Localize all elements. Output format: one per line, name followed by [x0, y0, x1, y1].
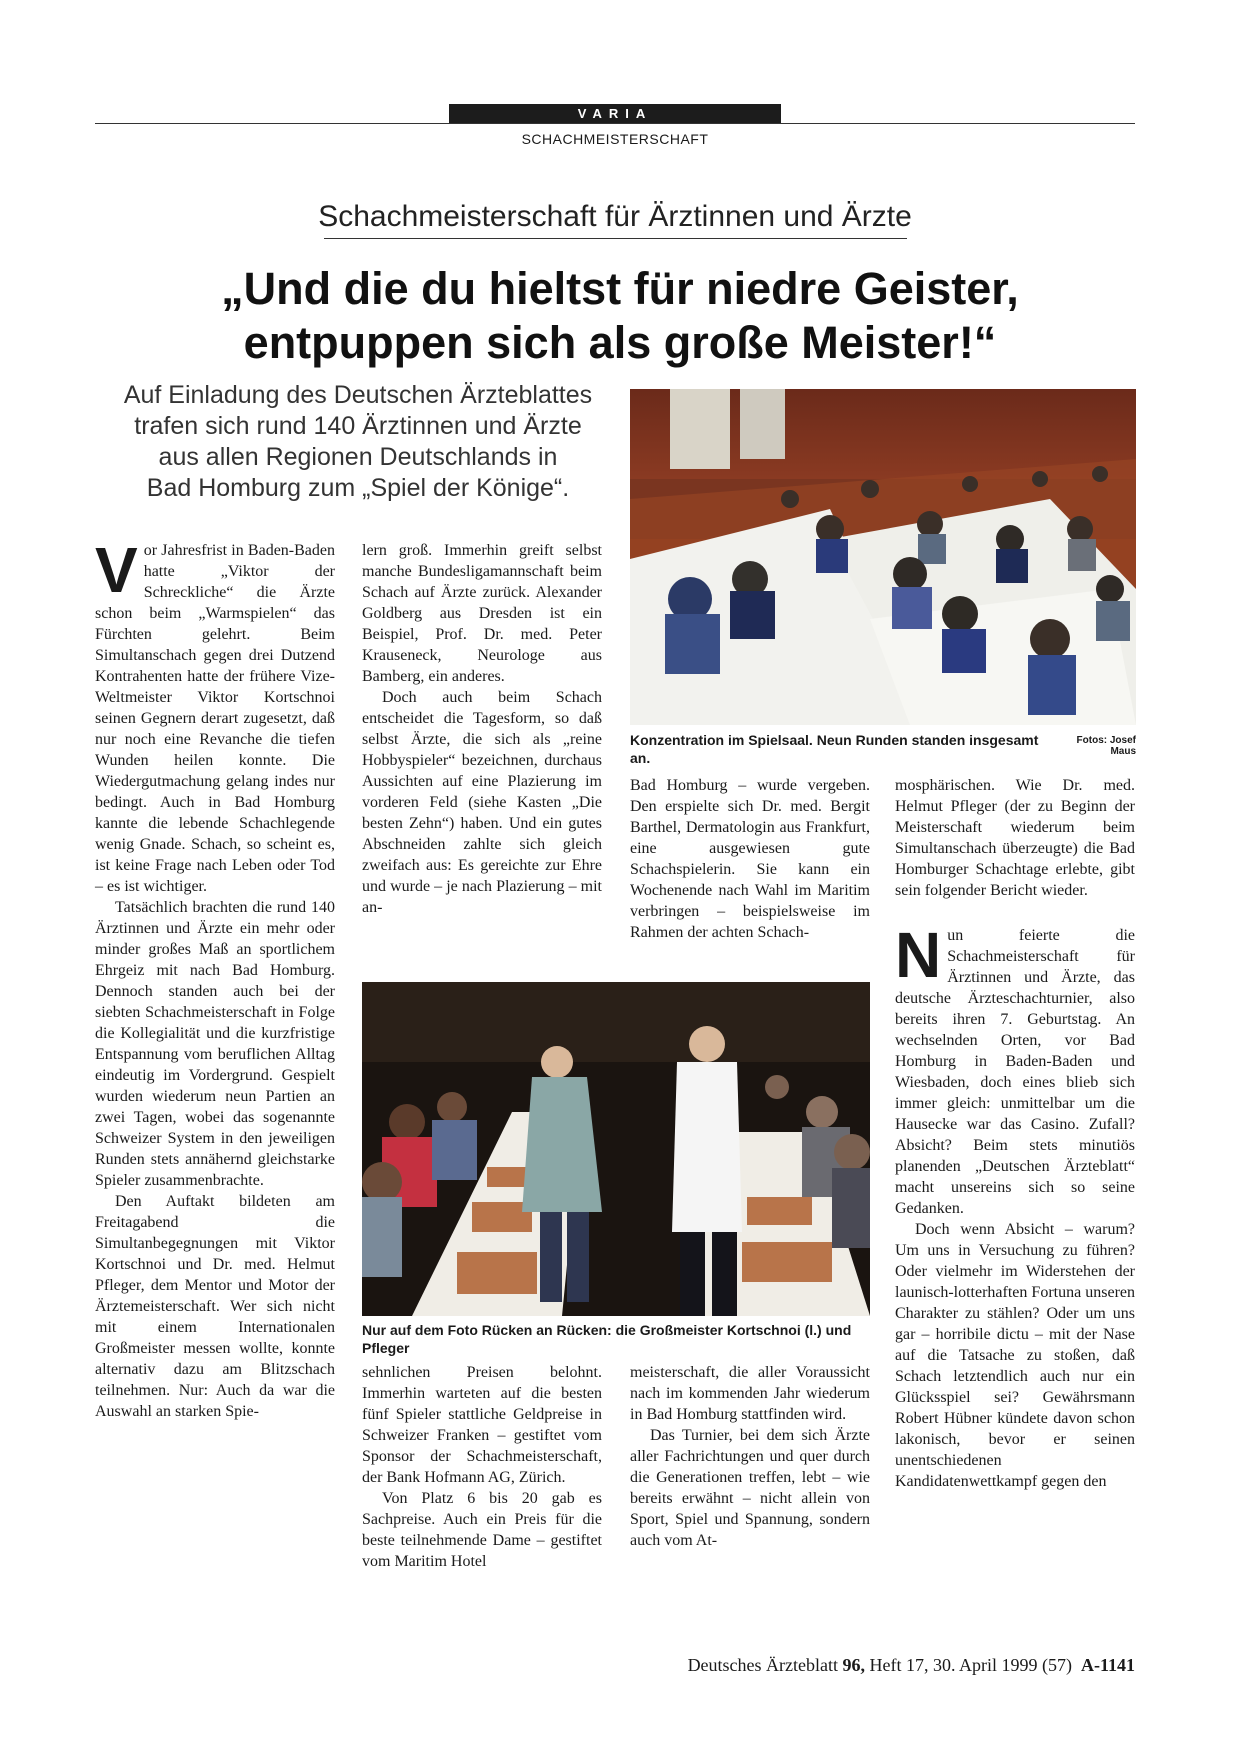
- grandmasters-image: [362, 982, 870, 1316]
- rubric-label: VARIA: [577, 106, 653, 121]
- col4-paragraph-1: mosphärischen. Wie Dr. med. Helmut Pfleger (der zu Beginn der Meisterschaft wiederum beim Simultanschach überzeugte) die Bad Homburger Schachtage erlebte, gibt sein folgender Bericht wieder.: [895, 777, 1135, 899]
- dropcap-v: V: [95, 534, 138, 606]
- photo2-caption: Nur auf dem Foto Rücken an Rücken: die Großmeister Kortschnoi (l.) und Pfleger: [362, 1322, 852, 1356]
- col1-paragraph-3: Den Auftakt bildeten am Freitagabend die Simultanbegegnungen mit Viktor Kortschnoi und Dr. med. Helmut Pfleger, dem Mentor und Motor der Ärztemeisterschaft. Wer sich nicht mit einem Internationalen Großmeister messen wollte, konnte alternativ dazu am Blitzschach teilnehmen. Nur: Auch da war die Auswahl an starken Spie-: [95, 1193, 335, 1420]
- column-2-top: [362, 540, 602, 918]
- col1-paragraph-1: [95, 534, 335, 897]
- footer-issue: Heft 17, 30. April 1999 (57): [869, 1655, 1072, 1675]
- headline-line-2: entpuppen sich als große Meister!“: [243, 317, 997, 368]
- col4-p2-text: un feierte die Schachmeisterschaft für Ärztinnen und Ärzte, das deutsche Ärzteschachturnier, also bereits ihren 7. Geburtstag. An wechselnden Orten, vor Bad Homburg in Baden-Baden und Wiesbaden, doch eines blieb sich immer gleich: unmittelbar um die Hausecke war das Casino. Zufall? Absicht? Beim stets minutiös planenden „Deutschen Ärzteblatt“ macht unsereins sich so seine Gedanken.: [895, 927, 1135, 1217]
- column-2-bottom: [362, 1362, 602, 1572]
- photo-grandmasters: [362, 982, 870, 1316]
- col2-paragraph-2: Doch auch beim Schach entscheidet die Tagesform, so daß selbst Ärzte, die sich als „reine Hobbyspieler“ bezeichnen, durchaus Aussichten auf eine Plazierung im vorderen Feld (siehe Kasten „Die besten Zehn“) haben. Und ein gutes Abschneiden zahlte sich gleich zweifach aus: Es gereichte zur Ehre und wurde – je nach Plazierung – mit an-: [362, 689, 602, 916]
- col1-paragraph-2: Tatsächlich brachten die rund 140 Ärztinnen und Ärzte ein mehr oder minder großes Maß an sportlichem Ehrgeiz mit nach Bad Homburg. Dennoch standen auch bei der siebten Schachmeisterschaft in Folge die Kollegialität und die kurzfristige Entspannung vom beruflichen Alltag eindeutig im Vordergrund. Gespielt wurden wiederum neun Partien an zwei Tagen, wobei das sogenannte Schweizer System in den jeweiligen Runden stets annähernd gleichstarke Spieler zusammenbrachte.: [95, 899, 335, 1189]
- playing-hall-image: [630, 389, 1136, 725]
- lead-line-3: aus allen Regionen Deutschlands in: [158, 443, 558, 471]
- col4-paragraph-2: [895, 919, 1135, 1219]
- col1-p1-text: or Jahresfrist in Baden-Baden hatte „Viktor der Schreckliche“ die Ärzte schon beim „Warmspielen“ das Fürchten gelehrt. Beim Simultanschach gegen drei Dutzend Kontrahenten hatte der frühere Vize-Weltmeister Viktor Kortschnoi seinen Gegnern derart zugesetzt, daß nur noch eine Revanche die tiefen Wunden heilen konnte. Die Wiedergutmachung gelang indes nur bedingt. Auch in Bad Homburg kannte die lebende Schachlegende wenig Gnade. Schach, so scheint es, ist keine Frage nach Leben oder Tod – es ist wichtiger.: [95, 542, 335, 895]
- lead-line-4: Bad Homburg zum „Spiel der Könige“.: [146, 474, 570, 502]
- headline-line-1: „Und die du hieltst für niedre Geister,: [221, 263, 1019, 314]
- footer-page-number: A-1141: [1081, 1655, 1135, 1675]
- col3b-paragraph-1: meisterschaft, die aller Voraussicht nach im kommenden Jahr wiederum in Bad Homburg stattfinden wird.: [630, 1364, 870, 1423]
- lead-line-2: trafen sich rund 140 Ärztinnen und Ärzte: [134, 412, 582, 440]
- photo-playing-hall: [630, 389, 1136, 725]
- col2b-paragraph-2: Von Platz 6 bis 20 gab es Sachpreise. Auch ein Preis für die beste teilnehmende Dame – gestiftet vom Maritim Hotel: [362, 1490, 602, 1570]
- section-label: SCHACHMEISTERSCHAFT: [521, 131, 709, 147]
- kicker: Schachmeisterschaft für Ärztinnen und Ärzte: [318, 200, 912, 233]
- lead-paragraph: [98, 380, 618, 504]
- column-1: [95, 534, 335, 1422]
- col4-paragraph-3: Doch wenn Absicht – warum? Um uns in Versuchung zu führen? Oder vielmehr im Widerstehen der launisch-lotterhaften Fortuna unseren Charakter zu stählen? Oder um uns gar – horribile dictu – mit der Nase auf die Tatsache zu stoßen, daß Schach letztendlich auch nur ein Glücksspiel sei? Gewährsmann Robert Hübner kündete davon schon lakonisch, bevor er seinen unentschiedenen Kandidatenwettkampf gegen den: [895, 1221, 1135, 1490]
- col3-paragraph-1: Bad Homburg – wurde vergeben. Den erspielte sich Dr. med. Bergit Barthel, Dermatologin aus Frankfurt, eine ausgewiesen gute Schachspielerin. Sie kann ein Wochenende nach Wahl im Maritim verbringen – beispielsweise im Rahmen der achten Schach-: [630, 777, 870, 941]
- col2-paragraph-1: lern groß. Immerhin greift selbst manche Bundesligamannschaft beim Schach auf Ärzte zurück. Alexander Goldberg aus Dresden ist ein Beispiel, Prof. Dr. med. Peter Krauseneck, Neurologe aus Bamberg, ein anderes.: [362, 542, 602, 685]
- column-3-top: [630, 775, 870, 943]
- lead-line-1: Auf Einladung des Deutschen Ärzteblattes: [123, 381, 593, 409]
- rubric-bar: [449, 104, 781, 124]
- footer-volume: 96,: [842, 1655, 866, 1675]
- column-3-bottom: [630, 1362, 870, 1551]
- dropcap-n: N: [895, 919, 942, 991]
- photo-credit: Fotos: Josef Maus: [1076, 735, 1136, 757]
- col2b-paragraph-1: sehnlichen Preisen belohnt. Immerhin warteten auf die besten fünf Spieler stattliche Geldpreise in Schweizer Franken – gestiftet vom Sponsor der Schachmeisterschaft, der Bank Hofmann AG, Zürich.: [362, 1364, 602, 1486]
- page-footer: [620, 1654, 1135, 1676]
- footer-journal: Deutsches Ärzteblatt: [687, 1655, 839, 1675]
- photo1-caption: Konzentration im Spielsaal. Neun Runden standen insgesamt an.: [630, 732, 1039, 766]
- col3b-paragraph-2: Das Turnier, bei dem sich Ärzte aller Fachrichtungen und quer durch die Generationen treffen, lebt – wie bereits erwähnt – nicht allein von Sport, Spiel und Spannung, sondern auch vom At-: [630, 1427, 870, 1549]
- kicker-underline: [324, 238, 907, 239]
- headline: [120, 262, 1120, 370]
- header-rule: [95, 123, 1135, 124]
- column-4: [895, 775, 1135, 1492]
